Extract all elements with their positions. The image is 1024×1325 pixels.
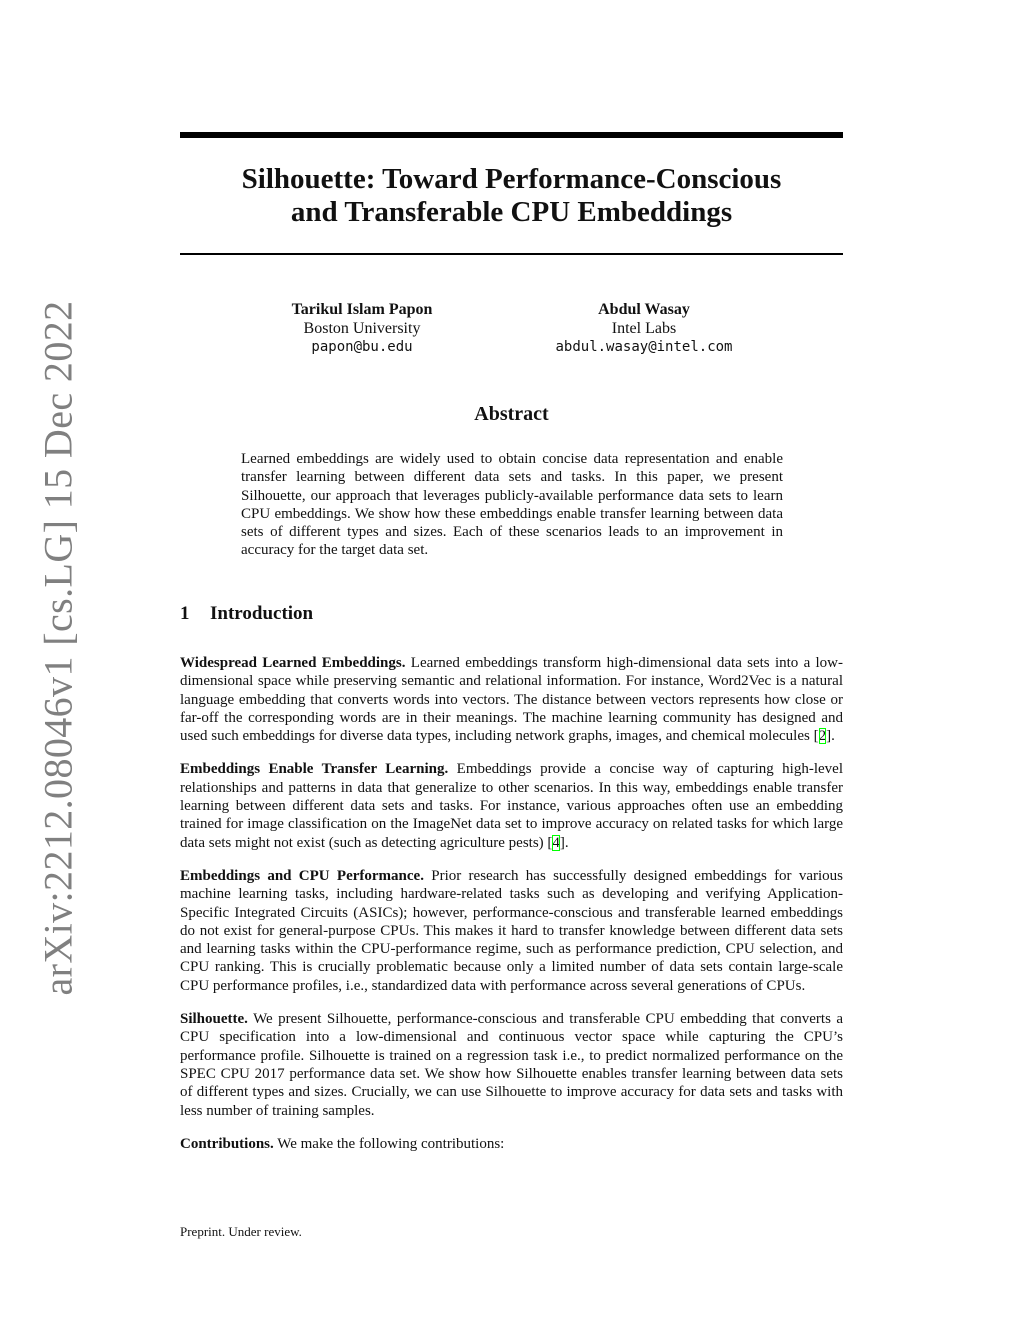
paragraph-transfer-learning: Embeddings Enable Transfer Learning. Embeddings provide a concise way of capturing high-level relationships and patterns in data that generalize to other scenarios. In this way, embeddings enable transfer learning between different data sets and tasks. For instance, various approaches often use an embedding trained for image classification on the ImageNet data set to improve accuracy on related tasks for which large data sets might not exist (such as detecting agriculture pests) [4]. [180,761,843,851]
paragraph-tail: . [564,834,569,851]
paragraph-heading: Embeddings Enable Transfer Learning. [180,761,449,778]
author-email[interactable]: papon@bu.edu [311,339,413,355]
paragraph-text: We present Silhouette, performance-conscious and transferable CPU embedding that converts a CPU specification into a low-dimensional and continuous vector space while capturing the CPU’s performance profile. Silhouette is trained on a regression task i.e., to predict normalized performance on the SPEC CPU 2017 performance data set. We show how Silhouette enables transfer learning between data sets of different types and sizes. Crucially, we can use Silhouette to improve accuracy for data sets and tasks with less number of training samples. [180,1011,843,1119]
citation-link[interactable]: 4 [552,834,560,851]
title-line-2: and Transferable CPU Embeddings [290,196,733,228]
abstract-heading: Abstract [474,403,549,425]
author-block-2 [524,300,764,357]
paragraph-text: Prior research has successfully designed embeddings for various machine learning tasks, including hardware-related tasks such as developing and verifying Application-Specific Integrated Circuits (ASICs); however, performance-conscious and transferable learned embeddings do not exist for general-purpose CPUs. This makes it hard to transfer knowledge between different data sets and learning tasks within the CPU-performance regime, such as performance prediction, CPU selection, and CPU ranking. This is crucially problematic because only a limited number of data sets contain large-scale CPU performance profiles, i.e., standardized data with performance across several generations of CPUs. [180,867,844,994]
author-affiliation: Boston University [303,320,421,337]
paragraph-text: Learned embeddings transform high-dimensional data sets into a low-dimensional space while preserving semantic and relational information. For instance, Word2Vec is a natural language embedding that converts words into vectors. The distance between vectors represents how close or far-off the corresponding words are in their meanings. The machine learning community has designed and used such embeddings for diverse data types, including network graphs, images, and chemical molecules [180,655,844,745]
author-email[interactable]: abdul.wasay@intel.com [555,339,733,355]
paragraph-heading: Widespread Learned Embeddings. [180,655,406,671]
paragraph-heading: Embeddings and CPU Performance. [180,867,424,884]
author-name: Abdul Wasay [598,301,690,318]
title-bottom-rule [180,253,843,255]
paragraph-tail: . [831,728,835,745]
paragraph-contributions [180,1135,843,1153]
section-heading [180,603,313,625]
section-title: Introduction [210,603,314,624]
abstract-text: Learned embeddings are widely used to obtain concise data representation and enable transfer learning between different data sets and tasks. In this paper, we present Silhouette, our approach that leverages publicly-available performance data sets to learn CPU embeddings. We show how these embeddings enable transfer learning between data sets of different types and sizes. Each of these scenarios leads to an improvement in accuracy for the target data set. [241,451,783,559]
paragraph-cpu-performance [180,867,843,995]
citation-link[interactable]: 2 [818,728,827,745]
paragraph-silhouette [180,1010,843,1120]
paragraph-heading: Contributions. [180,1135,274,1152]
section-number: 1 [180,603,190,624]
title-top-rule [180,132,843,138]
body-text [180,654,843,1168]
arxiv-identifier: arXiv:2212.08046v1 [cs.LG] 15 Dec 2022 [35,300,81,996]
title-line-1: Silhouette: Toward Performance-Conscious [241,163,782,195]
author-name: Tarikul Islam Papon [291,301,433,318]
footer-note: Preprint. Under review. [180,1224,302,1239]
paragraph-text: Embeddings provide a concise way of capturing high-level relationships and patterns in data that generalize to other scenarios. In this way, embeddings enable transfer learning between different data sets and tasks. For instance, various approaches often use an embedding trained for image classification on the ImageNet data set to improve accuracy on related tasks for which large data sets might not exist (such as detecting agriculture pests) [180,761,843,851]
paragraph-text: We make the following contributions: [277,1135,505,1152]
paragraph-heading: Silhouette. [180,1011,248,1028]
paragraph-widespread-embeddings: Widespread Learned Embeddings. Learned embeddings transform high-dimensional data sets into a low-dimensional space while preserving semantic and relational information. For instance, Word2Vec is a natural language embedding that converts words into vectors. The distance between vectors represents how close or far-off the corresponding words are in their meanings. The machine learning community has designed and used such embeddings for diverse data types, including network graphs, images, and chemical molecules [2]. [180,655,844,745]
author-block-1 [262,300,462,357]
paper-title [180,163,843,229]
author-affiliation: Intel Labs [611,320,677,337]
